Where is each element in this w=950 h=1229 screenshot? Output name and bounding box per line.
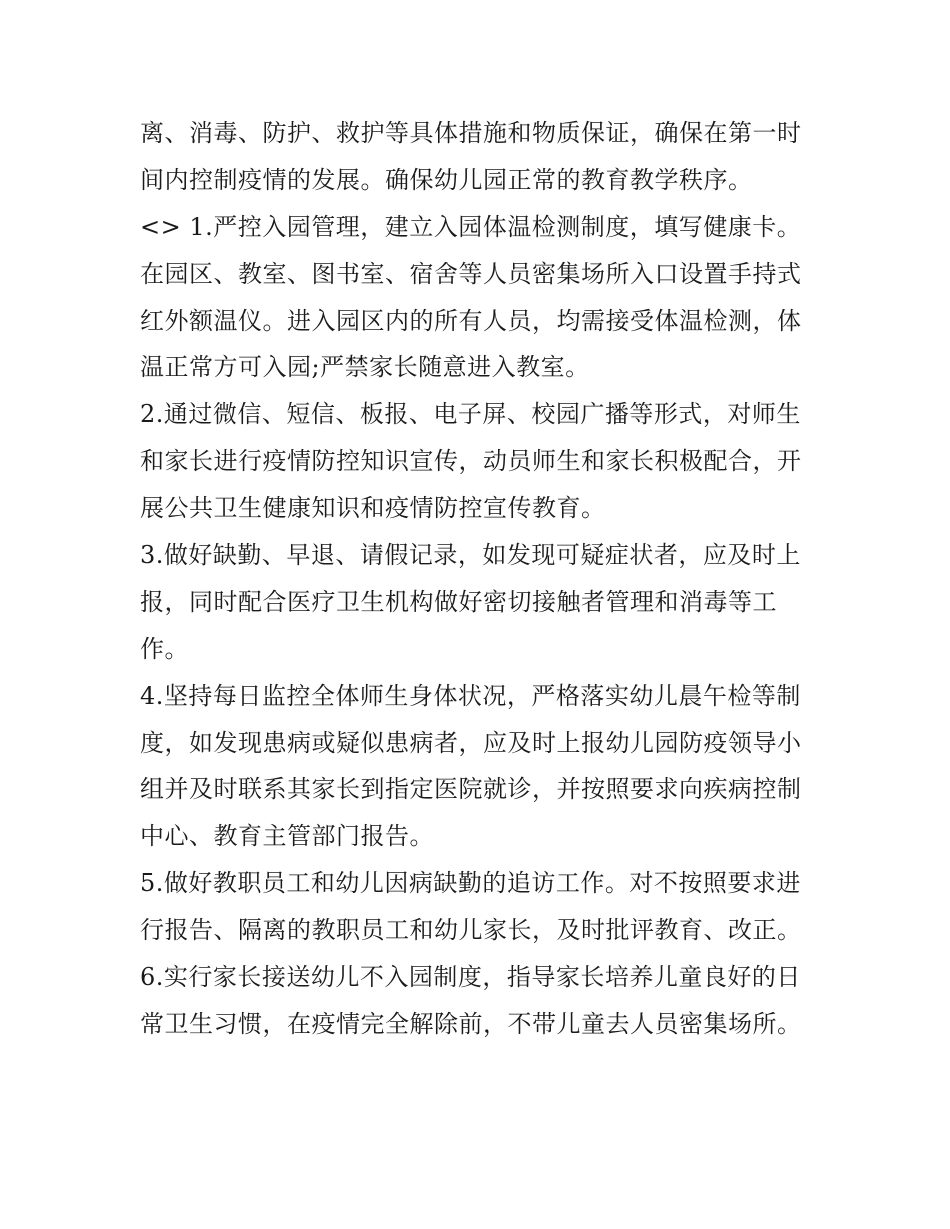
text-line: 报，同时配合医疗卫生机构做好密切接触者管理和消毒等工: [140, 587, 777, 616]
text-line: 度，如发现患病或疑似患病者，应及时上报幼儿园防疫领导小: [140, 728, 802, 757]
text-line: 作。: [140, 634, 189, 663]
text-line: 离、消毒、防护、救护等具体措施和物质保证，确保在第一时: [140, 119, 802, 147]
text-line: 展公共卫生健康知识和疫情防控宣传教育。: [140, 494, 606, 523]
text-line: 3.做好缺勤、早退、请假记录，如发现可疑症状者，应及时上: [140, 541, 801, 570]
text-line: 常卫生习惯，在疫情完全解除前，不带儿童去人员密集场所。: [140, 1009, 802, 1038]
text-line: 6.实行家长接送幼儿不入园制度，指导家长培养儿童良好的日: [140, 963, 801, 992]
text-line: 组并及时联系其家长到指定医院就诊，并按照要求向疾病控制: [140, 775, 802, 804]
text-line: 温正常方可入园;严禁家长随意进入教室。: [140, 353, 590, 382]
text-line: 5.做好教职员工和幼儿因病缺勤的追访工作。对不按照要求进: [140, 869, 801, 898]
text-line: <> 1.严控入园管理，建立入园体温检测制度，填写健康卡。: [140, 212, 802, 241]
text-line: 2.通过微信、短信、板报、电子屏、校园广播等形式，对师生: [140, 400, 801, 429]
text-line: 和家长进行疫情防控知识宣传，动员师生和家长积极配合，开: [140, 447, 802, 476]
text-line: 间内控制疫情的发展。确保幼儿园正常的教育教学秩序。: [140, 165, 753, 194]
text-line: 红外额温仪。进入园区内的所有人员，均需接受体温检测，体: [140, 306, 802, 335]
text-line: 行报告、隔离的教职员工和幼儿家长，及时批评教育、改正。: [140, 916, 802, 945]
text-line: 4.坚持每日监控全体师生身体状况，严格落实幼儿晨午检等制: [140, 681, 801, 710]
text-line: 在园区、教室、图书室、宿舍等人员密集场所入口设置手持式: [140, 259, 802, 288]
text-line: 中心、教育主管部门报告。: [140, 822, 434, 851]
document-body: [140, 110, 820, 1048]
